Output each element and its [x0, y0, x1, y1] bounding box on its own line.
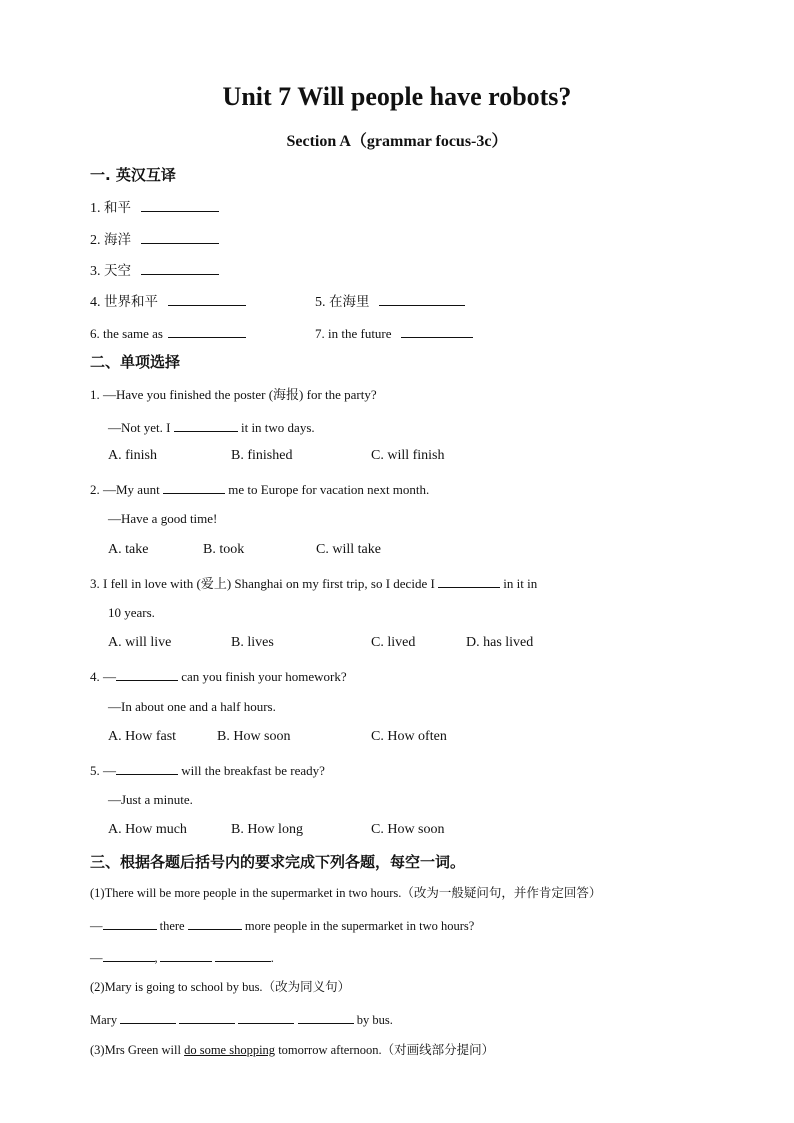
q5-question: [90, 760, 325, 780]
q1-question: 1. —Have you finished the poster (海报) for the party?: [90, 387, 377, 402]
s3-underlined-phrase: do some shopping: [184, 1043, 276, 1057]
item-number: 6.: [90, 326, 100, 341]
q4-question-end: can you finish your homework?: [181, 669, 347, 684]
s3-instruction: （对画线部分提问）: [381, 1042, 495, 1057]
part3-s1-answer1: [90, 915, 474, 935]
item-number: 4.: [90, 295, 101, 310]
item-text: 在海里: [329, 294, 370, 310]
dash: —: [90, 951, 103, 965]
item-text: the same as: [103, 326, 163, 341]
s3-start: (3)Mrs Green will: [90, 1043, 181, 1057]
q2-question: [90, 479, 429, 499]
q4-option-c[interactable]: C. How often: [371, 729, 447, 744]
answer-blank[interactable]: [188, 915, 242, 930]
answer-blank[interactable]: [298, 1009, 354, 1024]
item-number: 5.: [315, 295, 326, 310]
part1-item-1: [90, 197, 219, 218]
q3-option-c[interactable]: C. lived: [371, 635, 416, 650]
answer-blank[interactable]: [238, 1009, 294, 1024]
q3-continuation: 10 years.: [108, 605, 155, 620]
answer-blank[interactable]: [160, 947, 212, 962]
q5-question-start: 5. —: [90, 763, 116, 778]
part1-item-4: [90, 291, 246, 312]
s2-end: by bus.: [356, 1013, 393, 1027]
q4-option-a[interactable]: A. How fast: [108, 729, 177, 744]
s2-sentence: (2)Mary is going to school by bus.: [90, 980, 263, 994]
q4-question: [90, 666, 347, 686]
s1-sentence: (1)There will be more people in the supermarket in two hours.: [90, 886, 402, 900]
q5-option-a[interactable]: A. How much: [108, 822, 187, 837]
answer-blank[interactable]: [174, 417, 238, 432]
q4-question-start: 4. —: [90, 669, 116, 684]
answer-blank[interactable]: [116, 760, 178, 775]
s1-rest: more people in the supermarket in two hours?: [244, 919, 475, 933]
q5-question-end: will the breakfast be ready?: [181, 763, 325, 778]
item-number: 2.: [90, 233, 101, 248]
part1-item-5: [315, 291, 465, 312]
part1-heading: 一. 英汉互译: [90, 166, 176, 184]
item-number: 3.: [90, 264, 101, 279]
answer-blank[interactable]: [179, 1009, 235, 1024]
answer-blank[interactable]: [141, 229, 219, 244]
q2-question-start: 2. —My aunt: [90, 482, 160, 497]
part3-s2-question: [90, 978, 350, 996]
q2-question-end: me to Europe for vacation next month.: [228, 482, 430, 497]
answer-blank[interactable]: [168, 323, 246, 338]
item-text: in the future: [328, 326, 392, 341]
s3-end: tomorrow afternoon.: [278, 1043, 382, 1057]
item-text: 世界和平: [104, 294, 158, 310]
s2-start: Mary: [90, 1013, 118, 1027]
q1-option-b[interactable]: B. finished: [231, 448, 293, 463]
s1-word: there: [159, 919, 185, 933]
q1-response: [108, 417, 315, 437]
dash: —: [90, 919, 103, 933]
q1-option-c[interactable]: C. will finish: [371, 448, 445, 463]
answer-blank[interactable]: [116, 666, 178, 681]
q1-response-start: —Not yet. I: [108, 420, 171, 435]
q3-question-end: in it in: [503, 576, 538, 591]
answer-blank[interactable]: [438, 573, 500, 588]
item-number: 1.: [90, 201, 101, 216]
answer-blank[interactable]: [379, 291, 465, 306]
q3-question-start: 3. I fell in love with (爱上) Shanghai on my first trip, so I decide I: [90, 576, 435, 591]
q3-option-b[interactable]: B. lives: [231, 635, 274, 650]
answer-blank[interactable]: [141, 197, 219, 212]
q5-option-b[interactable]: B. How long: [231, 822, 303, 837]
comma: ,: [154, 951, 158, 965]
page-title: Unit 7 Will people have robots?: [222, 82, 572, 111]
part1-item-7: [315, 323, 473, 343]
answer-blank[interactable]: [163, 479, 225, 494]
part3-s1-answer2: [90, 947, 274, 967]
answer-blank[interactable]: [401, 323, 473, 338]
part3-s3-question: [90, 1041, 494, 1059]
answer-blank[interactable]: [215, 947, 271, 962]
q5-response: —Just a minute.: [108, 792, 193, 807]
item-text: 海洋: [104, 232, 131, 248]
q3-option-a[interactable]: A. will live: [108, 635, 172, 650]
q4-response: —In about one and a half hours.: [108, 699, 276, 714]
item-text: 天空: [104, 263, 131, 279]
q1-option-a[interactable]: A. finish: [108, 448, 157, 463]
q4-option-b[interactable]: B. How soon: [217, 729, 291, 744]
s2-instruction: （改为同义句）: [262, 979, 351, 994]
part3-heading: 三、根据各题后括号内的要求完成下列各题，每空一词。: [90, 853, 466, 871]
section-subtitle: Section A（grammar focus-3c）: [286, 133, 508, 150]
q2-option-b[interactable]: B. took: [203, 542, 245, 557]
part1-item-6: [90, 323, 246, 343]
q2-option-a[interactable]: A. take: [108, 542, 149, 557]
part3-s2-answer: [90, 1009, 393, 1029]
answer-blank[interactable]: [141, 260, 219, 275]
item-text: 和平: [104, 200, 131, 216]
q3-question: [90, 573, 537, 593]
answer-blank[interactable]: [103, 915, 157, 930]
item-number: 7.: [315, 326, 325, 341]
part2-heading: 二、单项选择: [90, 353, 181, 371]
part3-s1-question: [90, 884, 601, 902]
answer-blank[interactable]: [120, 1009, 176, 1024]
q2-response: —Have a good time!: [108, 511, 218, 526]
q5-option-c[interactable]: C. How soon: [371, 822, 445, 837]
q3-option-d[interactable]: D. has lived: [466, 635, 534, 650]
answer-blank[interactable]: [168, 291, 246, 306]
period: .: [270, 951, 274, 965]
q2-option-c[interactable]: C. will take: [316, 542, 381, 557]
part1-item-3: [90, 260, 219, 281]
q1-response-end: it in two days.: [240, 420, 315, 435]
s1-instruction: （改为一般疑问句，并作肯定回答）: [401, 885, 602, 900]
part1-item-2: [90, 229, 219, 250]
answer-blank[interactable]: [103, 947, 155, 962]
